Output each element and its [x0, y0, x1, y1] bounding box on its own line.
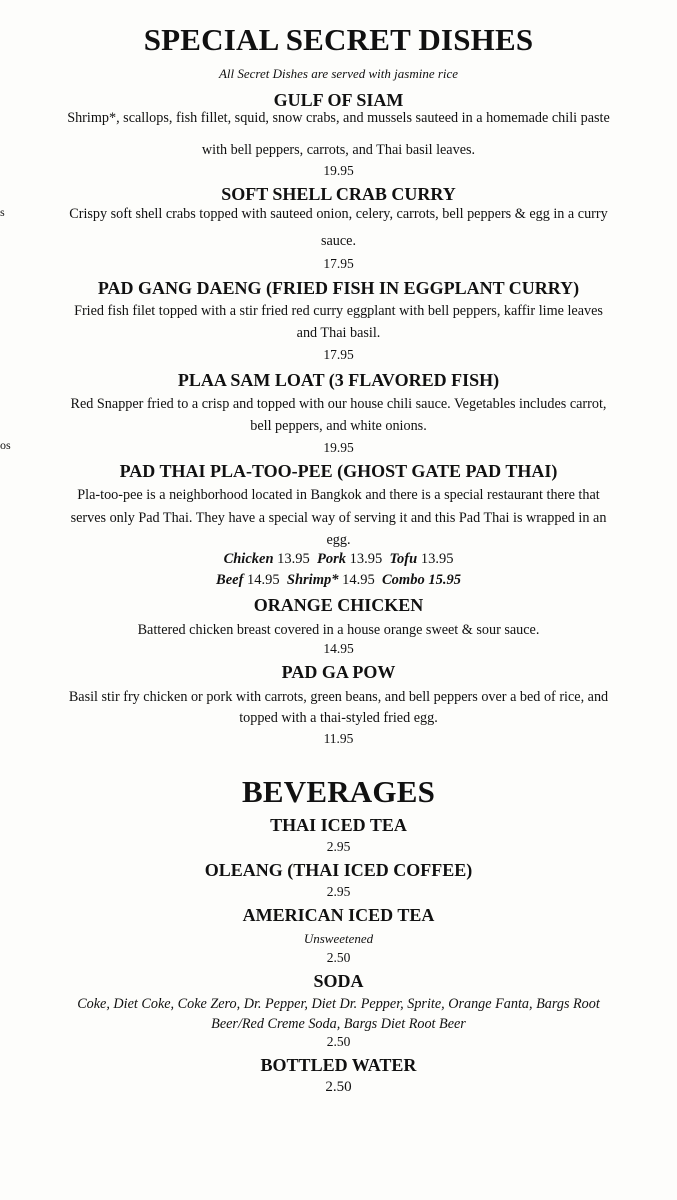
dish-name: GULF OF SIAM: [273, 90, 404, 110]
option-label-shrimp: Shrimp*: [286, 572, 339, 588]
dish-name: ORANGE CHICKEN: [253, 595, 424, 615]
dish-name: PAD GANG DAENG (FRIED FISH IN EGGPLANT CURRY): [97, 278, 580, 298]
option-price-tofu: 13.95: [420, 551, 454, 567]
beverage-description: Coke, Diet Coke, Coke Zero, Dr. Pepper, Diet Dr. Pepper, Sprite, Orange Fanta, Bargs Root: [77, 996, 600, 1012]
dish-price: 17.95: [323, 347, 354, 362]
dish-price: 14.95: [323, 641, 354, 656]
beverage-name: OLEANG (THAI ICED COFFEE): [204, 860, 473, 880]
beverage-price: 2.95: [326, 884, 351, 899]
dish-name: PAD THAI PLA-TOO-PEE (GHOST GATE PAD THAI): [119, 461, 558, 481]
dish-description: and Thai basil.: [296, 325, 381, 341]
dish-name: SOFT SHELL CRAB CURRY: [221, 184, 456, 204]
dish-description: Red Snapper fried to a crisp and topped with our house chili sauce. Vegetables includes carrot,: [70, 396, 607, 412]
option-label-chicken: Chicken: [223, 551, 274, 567]
beverage-price: 2.95: [326, 839, 351, 854]
beverage-description: Beer/Red Creme Soda, Bargs Diet Root Beer: [211, 1016, 466, 1032]
edge-fragment: os: [0, 438, 11, 452]
section-title-beverages: BEVERAGES: [241, 774, 436, 809]
option-price-chicken: 13.95: [277, 551, 310, 567]
dish-description: Crispy soft shell crabs topped with sauteed onion, celery, carrots, bell peppers & egg in a curry: [69, 206, 608, 222]
beverage-price: 2.50: [326, 1034, 351, 1049]
dish-name: PAD GA POW: [281, 662, 396, 682]
section-title-specials: SPECIAL SECRET DISHES: [143, 22, 534, 57]
beverage-name: BOTTLED WATER: [260, 1055, 417, 1075]
option-price-beef: 14.95: [247, 572, 280, 588]
dish-price: 17.95: [323, 256, 354, 271]
dish-description: Basil stir fry chicken or pork with carrots, green beans, and bell peppers over a bed of rice, and: [68, 689, 609, 705]
option-label-combo: Combo: [382, 572, 425, 588]
option-label-pork: Pork: [317, 551, 347, 567]
beverage-price: 2.50: [326, 950, 351, 965]
dish-price: 19.95: [323, 163, 354, 178]
beverage-note: Unsweetened: [303, 931, 374, 946]
beverage-name: AMERICAN ICED TEA: [242, 905, 435, 925]
option-price-pork: 13.95: [349, 551, 383, 567]
dish-description: bell peppers, and white onions.: [250, 418, 427, 434]
dish-description: sauce.: [320, 233, 357, 249]
specials-note: All Secret Dishes are served with jasmine rice: [218, 66, 459, 81]
dish-description: serves only Pad Thai. They have a special way of serving it and this Pad Thai is wrapped in an: [70, 510, 607, 526]
dish-description: with bell peppers, carrots, and Thai basil leaves.: [201, 142, 476, 158]
dish-description: Shrimp*, scallops, fish fillet, squid, snow crabs, and mussels sauteed in a homemade chili paste: [67, 110, 610, 126]
dish-description: topped with a thai-styled fried egg.: [239, 710, 438, 726]
edge-fragment: s: [0, 205, 5, 219]
dish-price: 11.95: [323, 731, 354, 746]
dish-description: Fried fish filet topped with a stir fried red curry eggplant with bell peppers, kaffir lime leaves: [74, 303, 603, 319]
dish-name: PLAA SAM LOAT (3 FLAVORED FISH): [177, 370, 500, 390]
beverage-name: THAI ICED TEA: [270, 815, 407, 835]
pad-thai-options-row-2: [0, 572, 677, 589]
option-price-combo: 15.95: [428, 572, 461, 588]
beverage-price: 2.50: [325, 1079, 352, 1095]
dish-description: Battered chicken breast covered in a house orange sweet & sour sauce.: [137, 622, 540, 638]
dish-description: egg.: [326, 532, 351, 548]
option-price-shrimp: 14.95: [342, 572, 375, 588]
option-label-beef: Beef: [216, 572, 244, 588]
option-label-tofu: Tofu: [389, 551, 418, 567]
pad-thai-options-row-1: [0, 551, 677, 568]
dish-price: 19.95: [323, 440, 354, 455]
dish-description: Pla-too-pee is a neighborhood located in Bangkok and there is a special restaurant there that: [77, 487, 600, 503]
beverage-name: SODA: [313, 971, 364, 991]
